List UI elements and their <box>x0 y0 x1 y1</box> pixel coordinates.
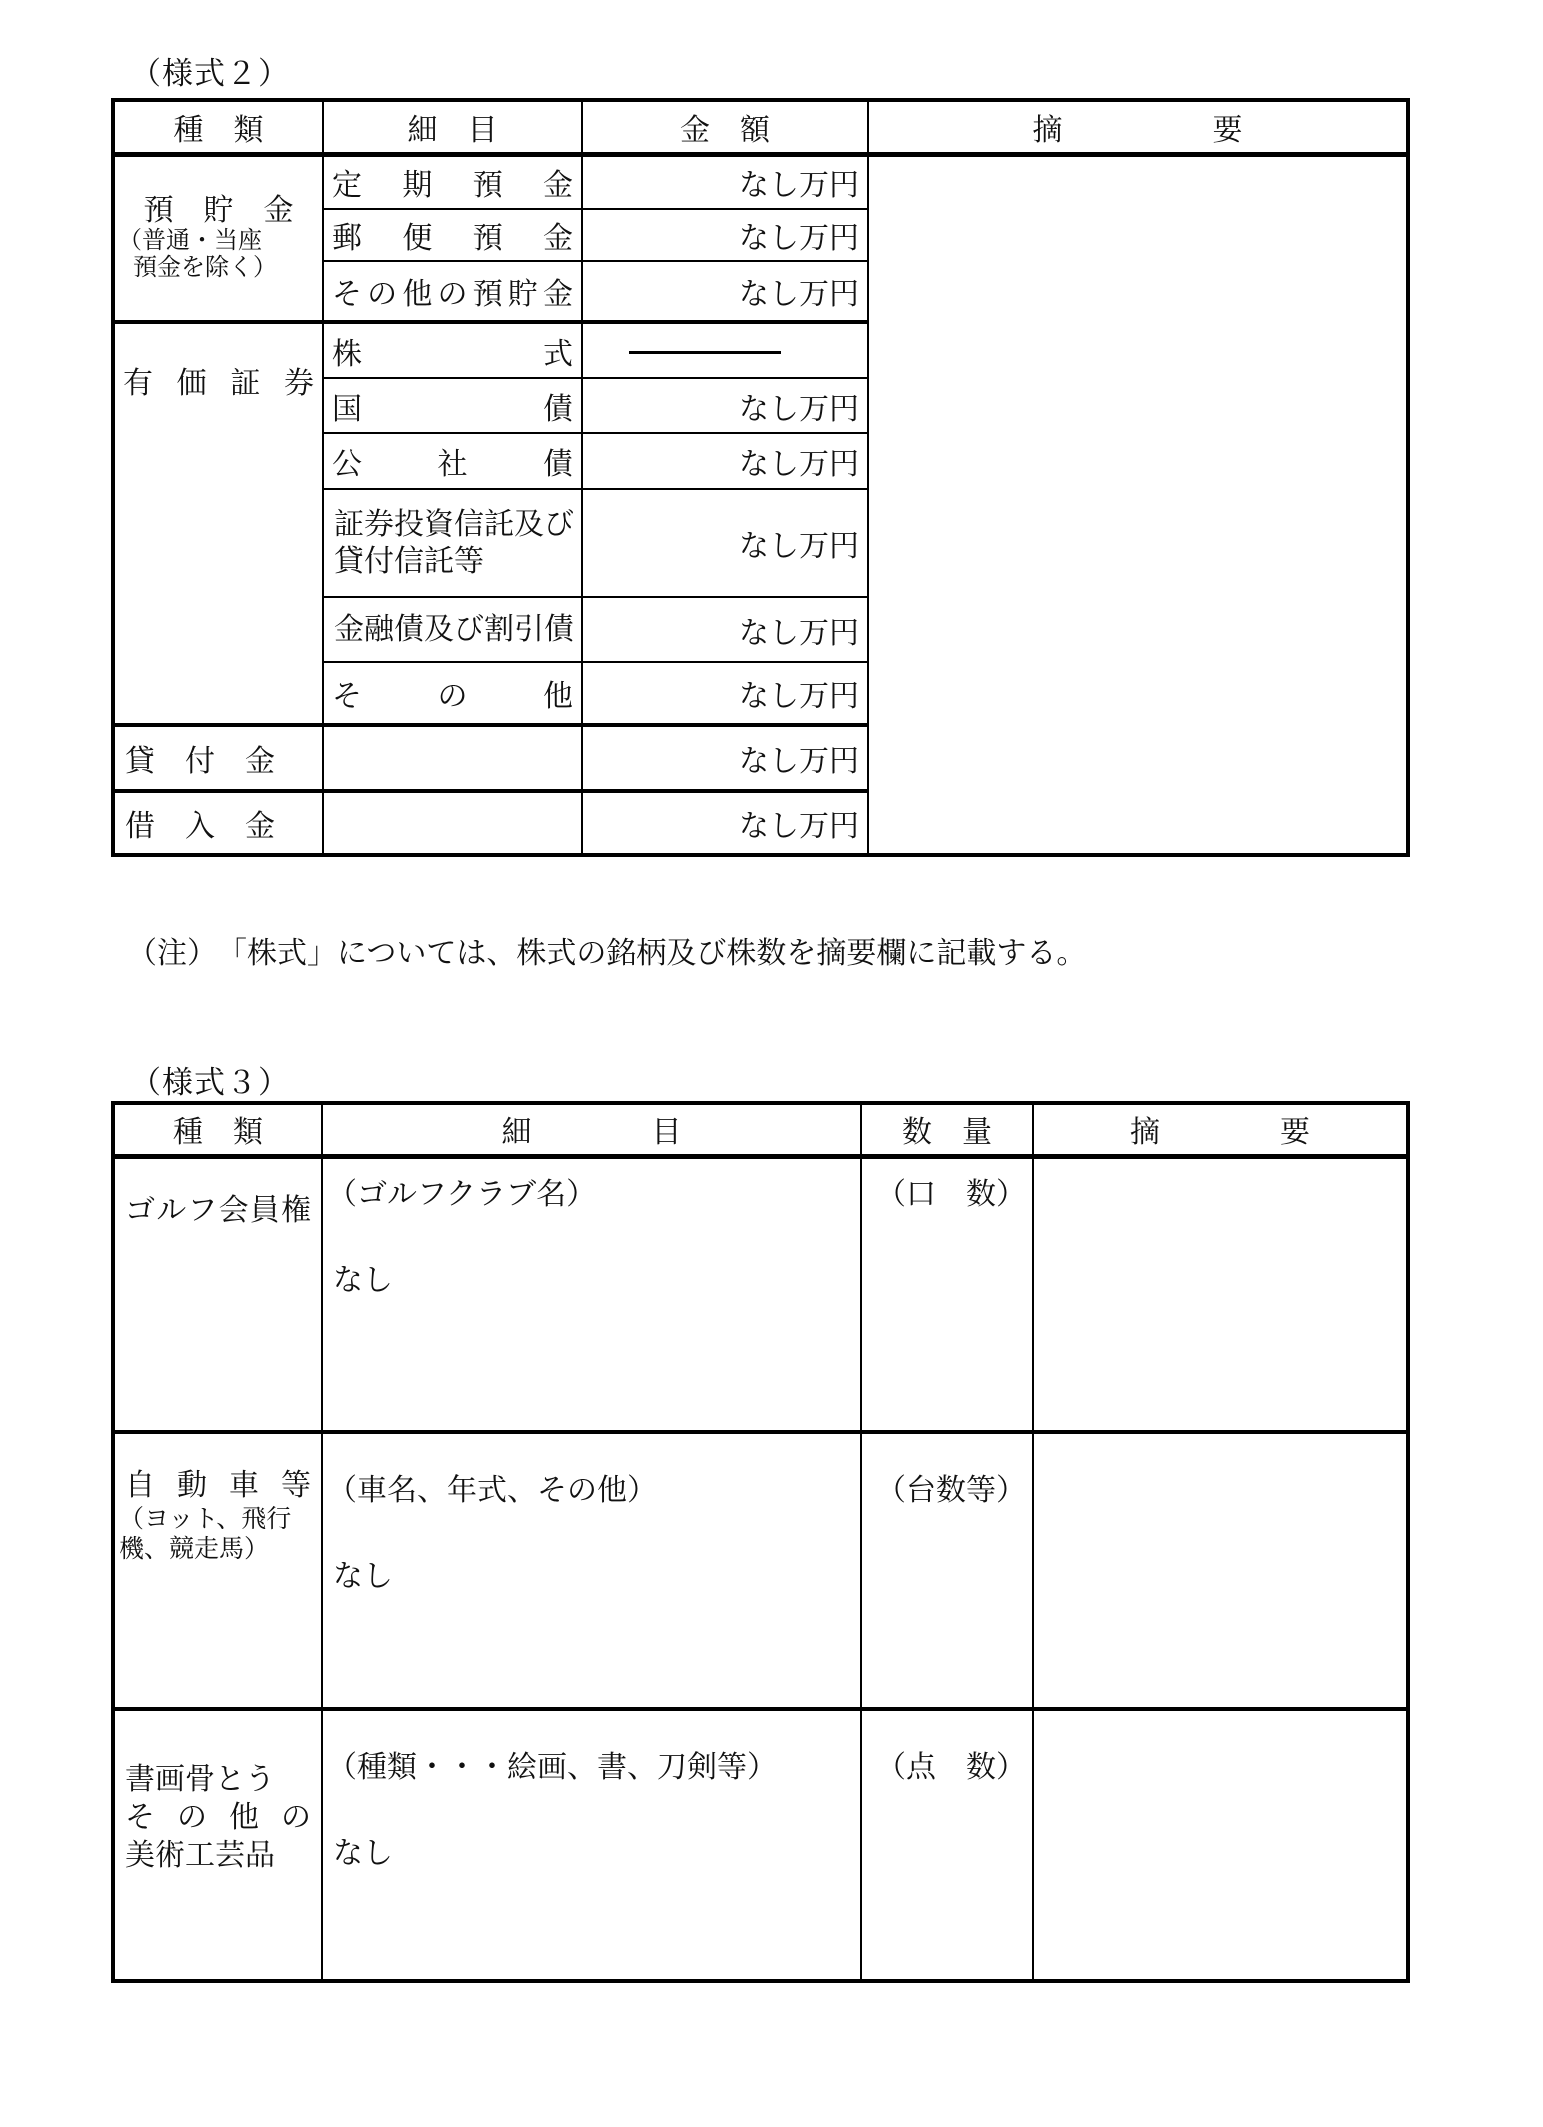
detail-artworks-caption: （種類・・・絵画、書、刀剣等） <box>327 1751 777 1784</box>
row-golf-membership <box>113 1156 1408 1432</box>
quantity-automobiles: （台数等） <box>861 1432 1033 1709</box>
form3-header-quantity: 数 量 <box>861 1103 1033 1156</box>
detail-golf-membership <box>322 1156 861 1432</box>
long-dash <box>629 351 781 354</box>
detail-other-deposit: その他の預貯金 <box>323 261 582 322</box>
detail-automobiles-value: なし <box>333 1560 393 1593</box>
form2-header-amount: 金 額 <box>582 100 868 154</box>
type-golf-membership <box>113 1156 322 1432</box>
row-time-deposit <box>113 154 1408 209</box>
form3-table <box>111 1101 1410 1983</box>
amount-securities-other: なし万円 <box>582 662 868 725</box>
detail-time-deposit: 定期預金 <box>323 154 582 209</box>
detail-borrowings-empty <box>323 791 582 855</box>
detail-golf-value: なし <box>333 1263 393 1297</box>
amount-financial-debentures: なし万円 <box>582 597 868 662</box>
form2-header-detail: 細 目 <box>323 100 582 154</box>
form2-header-type: 種 類 <box>113 100 323 154</box>
type-artworks-line3: 美術工芸品 <box>125 1839 275 1872</box>
detail-artworks-value: なし <box>333 1837 393 1870</box>
amount-government-bonds: なし万円 <box>582 378 868 433</box>
row-artworks <box>113 1709 1408 1981</box>
group-deposits-label: 預 貯 金 <box>143 194 294 228</box>
form2-table <box>111 98 1410 857</box>
form2-remarks-cell <box>868 154 1408 855</box>
row-automobiles <box>113 1432 1408 1709</box>
detail-investment-trusts: 証券投資信託及び貸付信託等 <box>323 489 582 597</box>
detail-financial-debentures: 金融債及び割引債 <box>323 597 582 662</box>
detail-loans-empty <box>323 725 582 791</box>
group-securities-cell: 有価証券 <box>113 322 323 725</box>
detail-golf-caption: （ゴルフクラブ名） <box>327 1177 597 1211</box>
form2-note: （注） 「株式」については、株式の銘柄及び株数を摘要欄に記載する。 <box>127 937 1087 970</box>
amount-public-bonds: なし万円 <box>582 433 868 489</box>
detail-government-bonds: 国債 <box>323 378 582 433</box>
amount-time-deposit: なし万円 <box>582 154 868 209</box>
remarks-golf-membership <box>1033 1156 1408 1432</box>
detail-automobiles <box>322 1432 861 1709</box>
type-automobiles <box>113 1432 322 1709</box>
form2-header-remarks: 摘 要 <box>868 100 1408 154</box>
form3-title: （様式３） <box>130 1065 290 1100</box>
type-automobiles-note-line1: （ヨット、飛行 <box>119 1506 292 1533</box>
detail-stocks: 株式 <box>323 322 582 378</box>
type-automobiles-label: 自動車等 <box>125 1469 311 1502</box>
type-artworks <box>113 1709 322 1981</box>
detail-automobiles-caption: （車名、年式、その他） <box>327 1474 657 1507</box>
type-artworks-line1: 書画骨とう <box>125 1763 275 1796</box>
remarks-artworks <box>1033 1709 1408 1981</box>
detail-postal-deposit: 郵便預金 <box>323 209 582 261</box>
form3-header-row <box>113 1103 1408 1156</box>
amount-borrowings: なし万円 <box>582 791 868 855</box>
detail-securities-other: その他 <box>323 662 582 725</box>
group-deposits-cell <box>113 154 323 322</box>
quantity-artworks: （点 数） <box>861 1709 1033 1981</box>
amount-other-deposit: なし万円 <box>582 261 868 322</box>
group-deposits-note-line2: 預金を除く） <box>133 255 277 282</box>
form3-header-remarks: 摘 要 <box>1033 1103 1408 1156</box>
type-artworks-line2: その他の <box>125 1801 311 1834</box>
type-automobiles-note-line2: 機、競走馬） <box>119 1536 270 1563</box>
remarks-automobiles <box>1033 1432 1408 1709</box>
detail-public-bonds: 公社債 <box>323 433 582 489</box>
form3-header-type: 種 類 <box>113 1103 322 1156</box>
amount-investment-trusts: なし万円 <box>582 489 868 597</box>
group-borrowings-cell: 借 入 金 <box>113 791 323 855</box>
amount-postal-deposit: なし万円 <box>582 209 868 261</box>
amount-loans: なし万円 <box>582 725 868 791</box>
form3-header-detail: 細 目 <box>322 1103 861 1156</box>
form2-header-row <box>113 100 1408 154</box>
quantity-golf-membership: （口 数） <box>861 1156 1033 1432</box>
group-loans-cell: 貸 付 金 <box>113 725 323 791</box>
type-golf-membership-label: ゴルフ会員権 <box>125 1193 311 1227</box>
group-deposits-note-line1: （普通・当座 <box>118 228 262 255</box>
detail-artworks <box>322 1709 861 1981</box>
amount-stocks-cell <box>582 322 868 378</box>
form2-title: （様式２） <box>130 56 290 91</box>
